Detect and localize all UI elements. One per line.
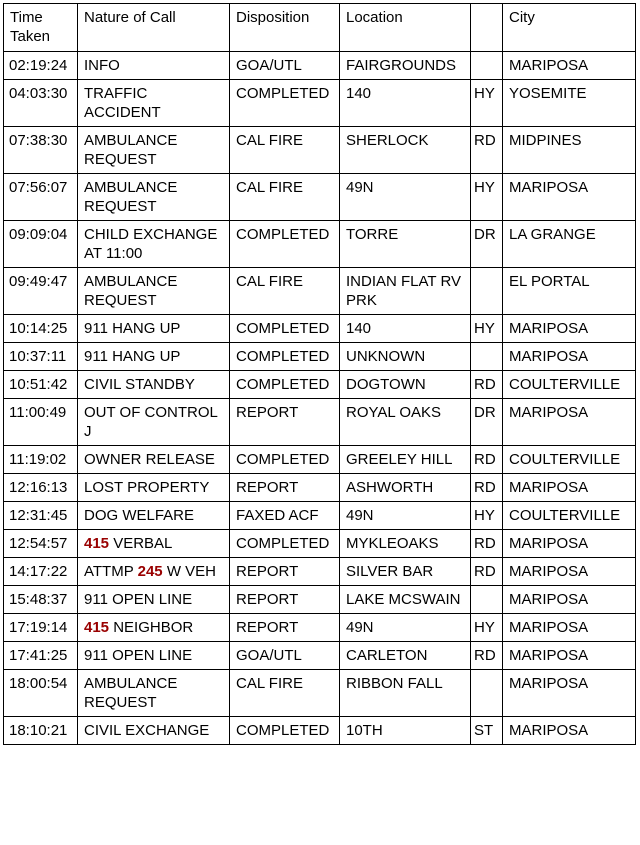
- table-row: [4, 399, 636, 446]
- cell-time-taken: 17:41:25: [4, 642, 78, 670]
- table-row: [4, 343, 636, 371]
- cell-location: CARLETON: [340, 642, 471, 670]
- cell-location: RIBBON FALL: [340, 670, 471, 717]
- cell-location: MYKLEOAKS: [340, 530, 471, 558]
- cell-city: MIDPINES: [503, 127, 636, 174]
- cell-location: INDIAN FLAT RV PRK: [340, 268, 471, 315]
- cell-nature-of-call: [78, 343, 230, 371]
- table-row: [4, 558, 636, 586]
- cell-time-taken: 09:49:47: [4, 268, 78, 315]
- cell-street-suffix: RD: [471, 371, 503, 399]
- cell-street-suffix: HY: [471, 315, 503, 343]
- cell-location: 49N: [340, 502, 471, 530]
- table-row: [4, 717, 636, 745]
- call-code: 415: [84, 535, 110, 552]
- call-text: 911 HANG UP: [84, 320, 181, 337]
- cell-time-taken: 18:10:21: [4, 717, 78, 745]
- cell-disposition: CAL FIRE: [230, 127, 340, 174]
- cell-nature-of-call: [78, 268, 230, 315]
- table-row: [4, 371, 636, 399]
- cell-nature-of-call: [78, 52, 230, 80]
- call-text: AMBULANCE REQUEST: [84, 273, 178, 309]
- cell-time-taken: 10:14:25: [4, 315, 78, 343]
- table-row: [4, 268, 636, 315]
- table-row: [4, 52, 636, 80]
- cell-disposition: FAXED ACF: [230, 502, 340, 530]
- call-text: CIVIL STANDBY: [84, 376, 195, 393]
- cell-location: ROYAL OAKS: [340, 399, 471, 446]
- cell-street-suffix: [471, 268, 503, 315]
- table-row: [4, 530, 636, 558]
- cell-city: MARIPOSA: [503, 52, 636, 80]
- cell-time-taken: 12:16:13: [4, 474, 78, 502]
- call-text: CHILD EXCHANGE AT 11:00: [84, 226, 218, 262]
- table-row: [4, 446, 636, 474]
- cell-disposition: REPORT: [230, 399, 340, 446]
- cell-disposition: COMPLETED: [230, 343, 340, 371]
- table-row: [4, 174, 636, 221]
- cell-street-suffix: RD: [471, 446, 503, 474]
- cell-city: YOSEMITE: [503, 80, 636, 127]
- call-text: AMBULANCE REQUEST: [84, 179, 178, 215]
- call-text: AMBULANCE REQUEST: [84, 132, 178, 168]
- call-text: CIVIL EXCHANGE: [84, 722, 210, 739]
- cell-nature-of-call: [78, 717, 230, 745]
- cell-location: LAKE MCSWAIN: [340, 586, 471, 614]
- call-text: VERBAL: [109, 535, 173, 552]
- cell-street-suffix: ST: [471, 717, 503, 745]
- header-disposition: Disposition: [230, 4, 340, 52]
- cell-location: DOGTOWN: [340, 371, 471, 399]
- cell-time-taken: 12:54:57: [4, 530, 78, 558]
- cell-disposition: REPORT: [230, 586, 340, 614]
- cell-street-suffix: RD: [471, 642, 503, 670]
- cell-disposition: CAL FIRE: [230, 670, 340, 717]
- cell-nature-of-call: [78, 670, 230, 717]
- cell-city: MARIPOSA: [503, 586, 636, 614]
- cell-city: MARIPOSA: [503, 315, 636, 343]
- cell-city: COULTERVILLE: [503, 446, 636, 474]
- call-text: 911 HANG UP: [84, 348, 181, 365]
- table-row: [4, 221, 636, 268]
- cell-nature-of-call: [78, 474, 230, 502]
- cell-time-taken: 17:19:14: [4, 614, 78, 642]
- call-code: 415: [84, 619, 110, 636]
- cell-disposition: COMPLETED: [230, 446, 340, 474]
- cell-nature-of-call: [78, 371, 230, 399]
- cell-nature-of-call: [78, 558, 230, 586]
- call-text: ATTMP: [84, 563, 138, 580]
- call-text: W VEH: [162, 563, 216, 580]
- call-text: 911 OPEN LINE: [84, 647, 193, 664]
- cell-city: MARIPOSA: [503, 642, 636, 670]
- cell-location: UNKNOWN: [340, 343, 471, 371]
- call-text: TRAFFIC ACCIDENT: [84, 85, 161, 121]
- cell-disposition: GOA/UTL: [230, 642, 340, 670]
- cell-time-taken: 15:48:37: [4, 586, 78, 614]
- cell-time-taken: 12:31:45: [4, 502, 78, 530]
- cell-nature-of-call: [78, 614, 230, 642]
- cell-city: MARIPOSA: [503, 343, 636, 371]
- table-row: [4, 642, 636, 670]
- table-row: [4, 80, 636, 127]
- cell-time-taken: 09:09:04: [4, 221, 78, 268]
- cell-time-taken: 14:17:22: [4, 558, 78, 586]
- cell-time-taken: 11:19:02: [4, 446, 78, 474]
- cell-nature-of-call: [78, 586, 230, 614]
- cell-time-taken: 10:51:42: [4, 371, 78, 399]
- cell-city: MARIPOSA: [503, 399, 636, 446]
- cell-location: 10TH: [340, 717, 471, 745]
- table-row: [4, 614, 636, 642]
- cell-time-taken: 07:38:30: [4, 127, 78, 174]
- cell-location: 140: [340, 315, 471, 343]
- cell-nature-of-call: [78, 127, 230, 174]
- cell-location: 49N: [340, 614, 471, 642]
- cell-city: COULTERVILLE: [503, 502, 636, 530]
- cell-city: MARIPOSA: [503, 717, 636, 745]
- cell-street-suffix: [471, 670, 503, 717]
- table-row: [4, 502, 636, 530]
- cell-street-suffix: HY: [471, 80, 503, 127]
- cell-disposition: COMPLETED: [230, 315, 340, 343]
- header-row: [4, 4, 636, 52]
- call-text: NEIGHBOR: [109, 619, 194, 636]
- call-log-table: [3, 3, 636, 745]
- header-nature-of-call: Nature of Call: [78, 4, 230, 52]
- cell-nature-of-call: [78, 221, 230, 268]
- cell-disposition: CAL FIRE: [230, 268, 340, 315]
- cell-street-suffix: [471, 586, 503, 614]
- cell-city: MARIPOSA: [503, 174, 636, 221]
- cell-time-taken: 07:56:07: [4, 174, 78, 221]
- cell-disposition: REPORT: [230, 474, 340, 502]
- cell-city: MARIPOSA: [503, 474, 636, 502]
- call-text: DOG WELFARE: [84, 507, 195, 524]
- cell-location: 140: [340, 80, 471, 127]
- table-row: [4, 127, 636, 174]
- cell-disposition: COMPLETED: [230, 717, 340, 745]
- call-text: OUT OF CONTROL J: [84, 404, 218, 440]
- cell-street-suffix: [471, 52, 503, 80]
- cell-disposition: REPORT: [230, 558, 340, 586]
- cell-city: EL PORTAL: [503, 268, 636, 315]
- cell-location: 49N: [340, 174, 471, 221]
- cell-city: MARIPOSA: [503, 530, 636, 558]
- cell-nature-of-call: [78, 174, 230, 221]
- call-code: 245: [137, 563, 163, 580]
- cell-nature-of-call: [78, 399, 230, 446]
- cell-street-suffix: DR: [471, 399, 503, 446]
- cell-nature-of-call: [78, 315, 230, 343]
- cell-street-suffix: HY: [471, 174, 503, 221]
- cell-city: COULTERVILLE: [503, 371, 636, 399]
- cell-disposition: COMPLETED: [230, 371, 340, 399]
- cell-city: MARIPOSA: [503, 614, 636, 642]
- table-row: [4, 670, 636, 717]
- cell-street-suffix: [471, 343, 503, 371]
- call-text: 911 OPEN LINE: [84, 591, 193, 608]
- cell-street-suffix: HY: [471, 502, 503, 530]
- header-city: City: [503, 4, 636, 52]
- cell-disposition: COMPLETED: [230, 80, 340, 127]
- cell-location: SILVER BAR: [340, 558, 471, 586]
- cell-street-suffix: RD: [471, 474, 503, 502]
- cell-nature-of-call: [78, 642, 230, 670]
- cell-city: MARIPOSA: [503, 558, 636, 586]
- cell-time-taken: 04:03:30: [4, 80, 78, 127]
- call-text: AMBULANCE REQUEST: [84, 675, 178, 711]
- cell-location: ASHWORTH: [340, 474, 471, 502]
- cell-time-taken: 11:00:49: [4, 399, 78, 446]
- cell-street-suffix: HY: [471, 614, 503, 642]
- cell-disposition: COMPLETED: [230, 221, 340, 268]
- table-row: [4, 474, 636, 502]
- table-row: [4, 315, 636, 343]
- cell-time-taken: 10:37:11: [4, 343, 78, 371]
- table-row: [4, 586, 636, 614]
- cell-location: FAIRGROUNDS: [340, 52, 471, 80]
- cell-time-taken: 02:19:24: [4, 52, 78, 80]
- cell-location: TORRE: [340, 221, 471, 268]
- cell-city: LA GRANGE: [503, 221, 636, 268]
- cell-street-suffix: RD: [471, 558, 503, 586]
- cell-time-taken: 18:00:54: [4, 670, 78, 717]
- cell-location: GREELEY HILL: [340, 446, 471, 474]
- cell-disposition: CAL FIRE: [230, 174, 340, 221]
- cell-nature-of-call: [78, 502, 230, 530]
- cell-location: SHERLOCK: [340, 127, 471, 174]
- call-log-body: [4, 52, 636, 745]
- cell-nature-of-call: [78, 446, 230, 474]
- cell-disposition: REPORT: [230, 614, 340, 642]
- header-location: Location: [340, 4, 471, 52]
- call-text: LOST PROPERTY: [84, 479, 210, 496]
- call-text: INFO: [84, 57, 120, 74]
- cell-nature-of-call: [78, 80, 230, 127]
- cell-street-suffix: RD: [471, 530, 503, 558]
- cell-street-suffix: DR: [471, 221, 503, 268]
- cell-street-suffix: RD: [471, 127, 503, 174]
- header-time-taken: Time Taken: [4, 4, 78, 52]
- cell-city: MARIPOSA: [503, 670, 636, 717]
- cell-disposition: GOA/UTL: [230, 52, 340, 80]
- call-text: OWNER RELEASE: [84, 451, 215, 468]
- header-suffix: [471, 4, 503, 52]
- cell-disposition: COMPLETED: [230, 530, 340, 558]
- cell-nature-of-call: [78, 530, 230, 558]
